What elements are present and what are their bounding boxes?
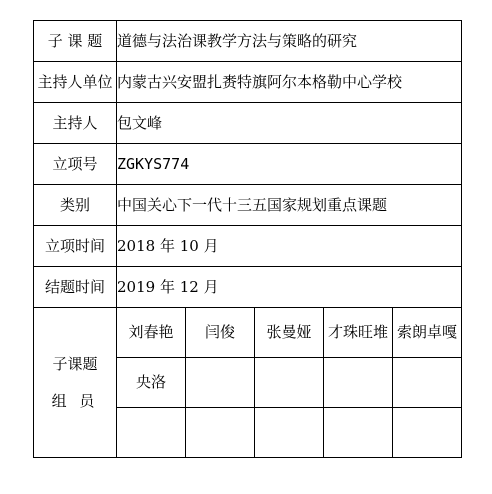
member-cell [255,358,324,408]
label-members-line1: 子课题 [52,354,98,373]
row-end-date [34,267,462,308]
value-category: 中国关心下一代十三五国家规划重点课题 [117,185,462,226]
value-end-date: 2019 年 12 月 [117,267,462,308]
project-info-table [33,20,462,458]
row-host-unit [34,62,462,103]
member-cell: 索朗卓嘎 [393,308,462,358]
member-cell: 刘春艳 [117,308,186,358]
label-start-date: 立项时间 [34,226,117,267]
member-cell: 闫俊 [186,308,255,358]
label-members [34,308,117,458]
member-cell [255,408,324,458]
label-end-date: 结题时间 [34,267,117,308]
project-info-form [33,20,462,458]
value-start-date: 2018 年 10 月 [117,226,462,267]
label-category: 类别 [34,185,117,226]
row-subtopic [34,21,462,62]
value-host: 包文峰 [117,103,462,144]
label-host: 主持人 [34,103,117,144]
member-cell [324,408,393,458]
row-project-number [34,144,462,185]
member-cell [186,408,255,458]
member-cell: 张曼娅 [255,308,324,358]
value-subtopic: 道德与法治课教学方法与策略的研究 [117,21,462,62]
value-project-number: ZGKYS774 [117,144,462,185]
member-cell: 央洛 [117,358,186,408]
label-project-number: 立项号 [34,144,117,185]
row-host [34,103,462,144]
label-host-unit: 主持人单位 [34,62,117,103]
label-subtopic: 子 课 题 [34,21,117,62]
member-cell [186,358,255,408]
member-cell [393,408,462,458]
member-cell [393,358,462,408]
row-members-1 [34,308,462,358]
label-members-line2: 组 员 [51,391,99,410]
member-cell: 才珠旺堆 [324,308,393,358]
value-host-unit: 内蒙古兴安盟扎赉特旗阿尔本格勒中心学校 [117,62,462,103]
row-start-date [34,226,462,267]
member-cell [324,358,393,408]
member-cell [117,408,186,458]
row-category [34,185,462,226]
